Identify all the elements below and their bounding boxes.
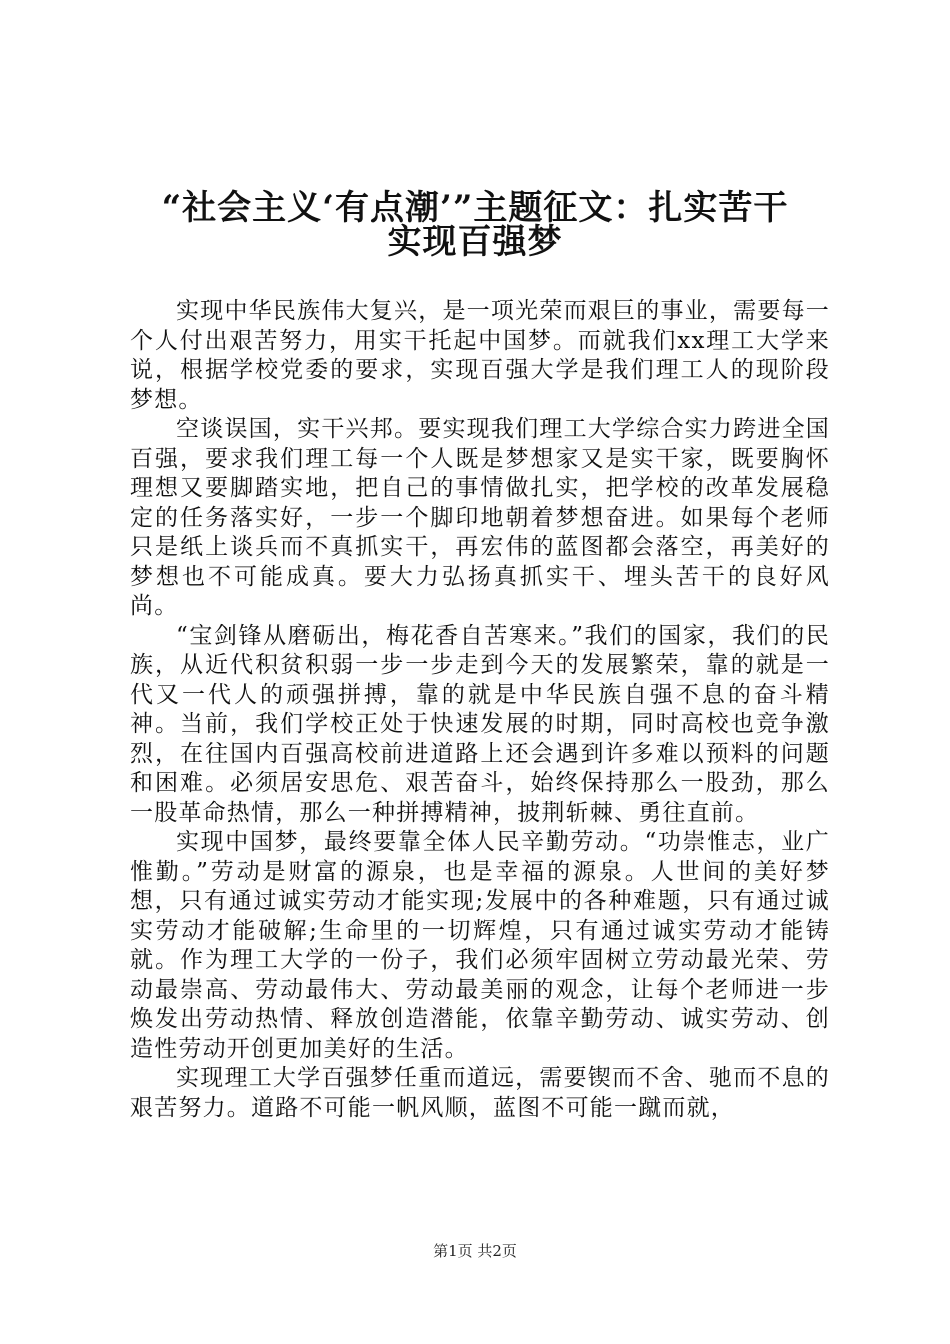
paragraph-2: 空谈误国，实干兴邦。要实现我们理工大学综合实力跨进全国百强，要求我们理工每一个人既是梦想家又是实干家，既要胸怀理想又要脚踏实地，把自己的事情做扎实，把学校的改革发展稳定的任务落实好，一步一个脚印地朝着梦想奋进。如果每个老师只是纸上谈兵而不真抓实干，再宏伟的蓝图都会落空，再美好的梦想也不可能成真。要大力弘扬真抓实干、埋头苦干的良好风尚。: [130, 416, 830, 619]
paragraph-4: 实现中国梦，最终要靠全体人民辛勤劳动。“功崇惟志，业广惟勤。”劳动是财富的源泉，也是幸福的源泉。人世间的美好梦想，只有通过诚实劳动才能实现;发展中的各种难题，只有通过诚实劳动才能破解;生命里的一切辉煌，只有通过诚实劳动才能铸就。作为理工大学的一份子，我们必须牢固树立劳动最光荣、劳动最崇高、劳动最伟大、劳动最美丽的观念，让每个老师进一步焕发出劳动热情、释放创造潜能，依靠辛勤劳动、诚实劳动、创造性劳动开创更加美好的生活。: [130, 829, 830, 1062]
document-body: [130, 297, 830, 1123]
paragraph-3: “宝剑锋从磨砺出，梅花香自苦寒来。”我们的国家，我们的民族，从近代积贫积弱一步一步走到今天的发展繁荣，靠的就是一代又一代人的顽强拼搏，靠的就是中华民族自强不息的奋斗精神。当前，我们学校正处于快速发展的时期，同时高校也竞争激烈，在往国内百强高校前进道路上还会遇到许多难以预料的问题和困难。必须居安思危、艰苦奋斗，始终保持那么一股劲，那么一股革命热情，那么一种拼搏精神，披荆斩棘、勇往直前。: [130, 622, 830, 826]
page-footer: 第1页 共2页: [433, 1242, 517, 1260]
document-title-line-1: “社会主义‘有点潮’”主题征文：扎实苦干: [161, 188, 789, 228]
paragraph-5: 实现理工大学百强梦任重而道远，需要锲而不舍、驰而不息的艰苦努力。道路不可能一帆风顺，蓝图不可能一蹴而就，: [130, 1065, 830, 1121]
paragraph-1: 实现中华民族伟大复兴，是一项光荣而艰巨的事业，需要每一个人付出艰苦努力，用实干托起中国梦。而就我们xx理工大学来说，根据学校党委的要求，实现百强大学是我们理工人的现阶段梦想。: [130, 298, 830, 413]
document-title-line-2: 实现百强梦: [387, 222, 563, 262]
